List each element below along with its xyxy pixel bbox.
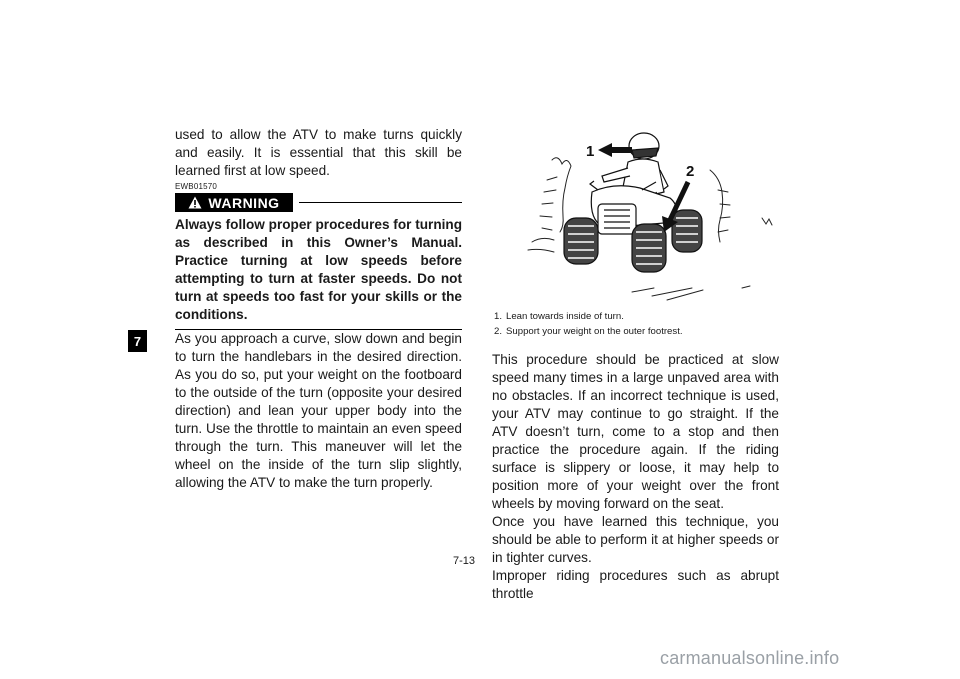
warning-badge (175, 193, 293, 212)
caption-item (494, 309, 784, 324)
practice-paragraph: This procedure should be practiced at slow speed many times in a large unpaved area with no obstacles. If an incorrect technique is used, your ATV may continue to go straight. If the ATV doesn’t turn, come to a stop and then practice the procedure again. If the riding surface is slippery or loose, it may help to position more of your weight over the front wheels by moving forward on the seat. (492, 352, 779, 511)
callout-2: 2 (686, 163, 695, 180)
body-paragraph: As you approach a curve, slow down and begin to turn the handlebars in the desired direction. As you do so, put your weight on the footboard to the outside of the turn (opposite your desired direction) and lean your upper body into the turn. Use the throttle to maintain an even speed through the turn. This maneuver will let the wheel on the inside of the turn slip slightly, allowing the ATV to make the turn properly. (175, 331, 462, 490)
page-number: 7-13 (453, 555, 476, 567)
technique-paragraph: Once you have learned this technique, you should be able to perform it at higher speeds or in tighter curves. (492, 514, 779, 565)
caption-number: 2. (494, 326, 503, 337)
caption-text: Support your weight on the outer footrest. (506, 326, 683, 337)
right-column (492, 351, 779, 603)
watermark-link[interactable]: carmanualsonline.info (660, 648, 840, 668)
caption-number: 1. (494, 311, 503, 322)
warning-label: WARNING (208, 194, 280, 211)
atv-turning-illustration (492, 120, 779, 305)
warning-code: EWB01570 (175, 182, 218, 191)
warning-triangle-icon (188, 196, 202, 209)
warning-header (175, 193, 462, 212)
intro-paragraph: used to allow the ATV to make turns quickly and easily. It is essential that this skill be learned first at low speed. (175, 127, 462, 178)
warning-text: Always follow proper procedures for turning as described in this Owner’s Manual. Practice turning at low speeds before attempting to turn at faster speeds. Do not turn at speeds too fast for your skills or the conditions. (175, 216, 462, 330)
left-column (175, 126, 462, 492)
improper-riding-paragraph: Improper riding procedures such as abrupt throttle (492, 568, 779, 601)
callout-1: 1 (586, 143, 595, 160)
warning-rule (299, 202, 462, 203)
chapter-tab: 7 (128, 330, 147, 352)
figure-captions (494, 309, 784, 339)
caption-text: Lean towards inside of turn. (506, 311, 624, 322)
caption-item (494, 324, 784, 339)
